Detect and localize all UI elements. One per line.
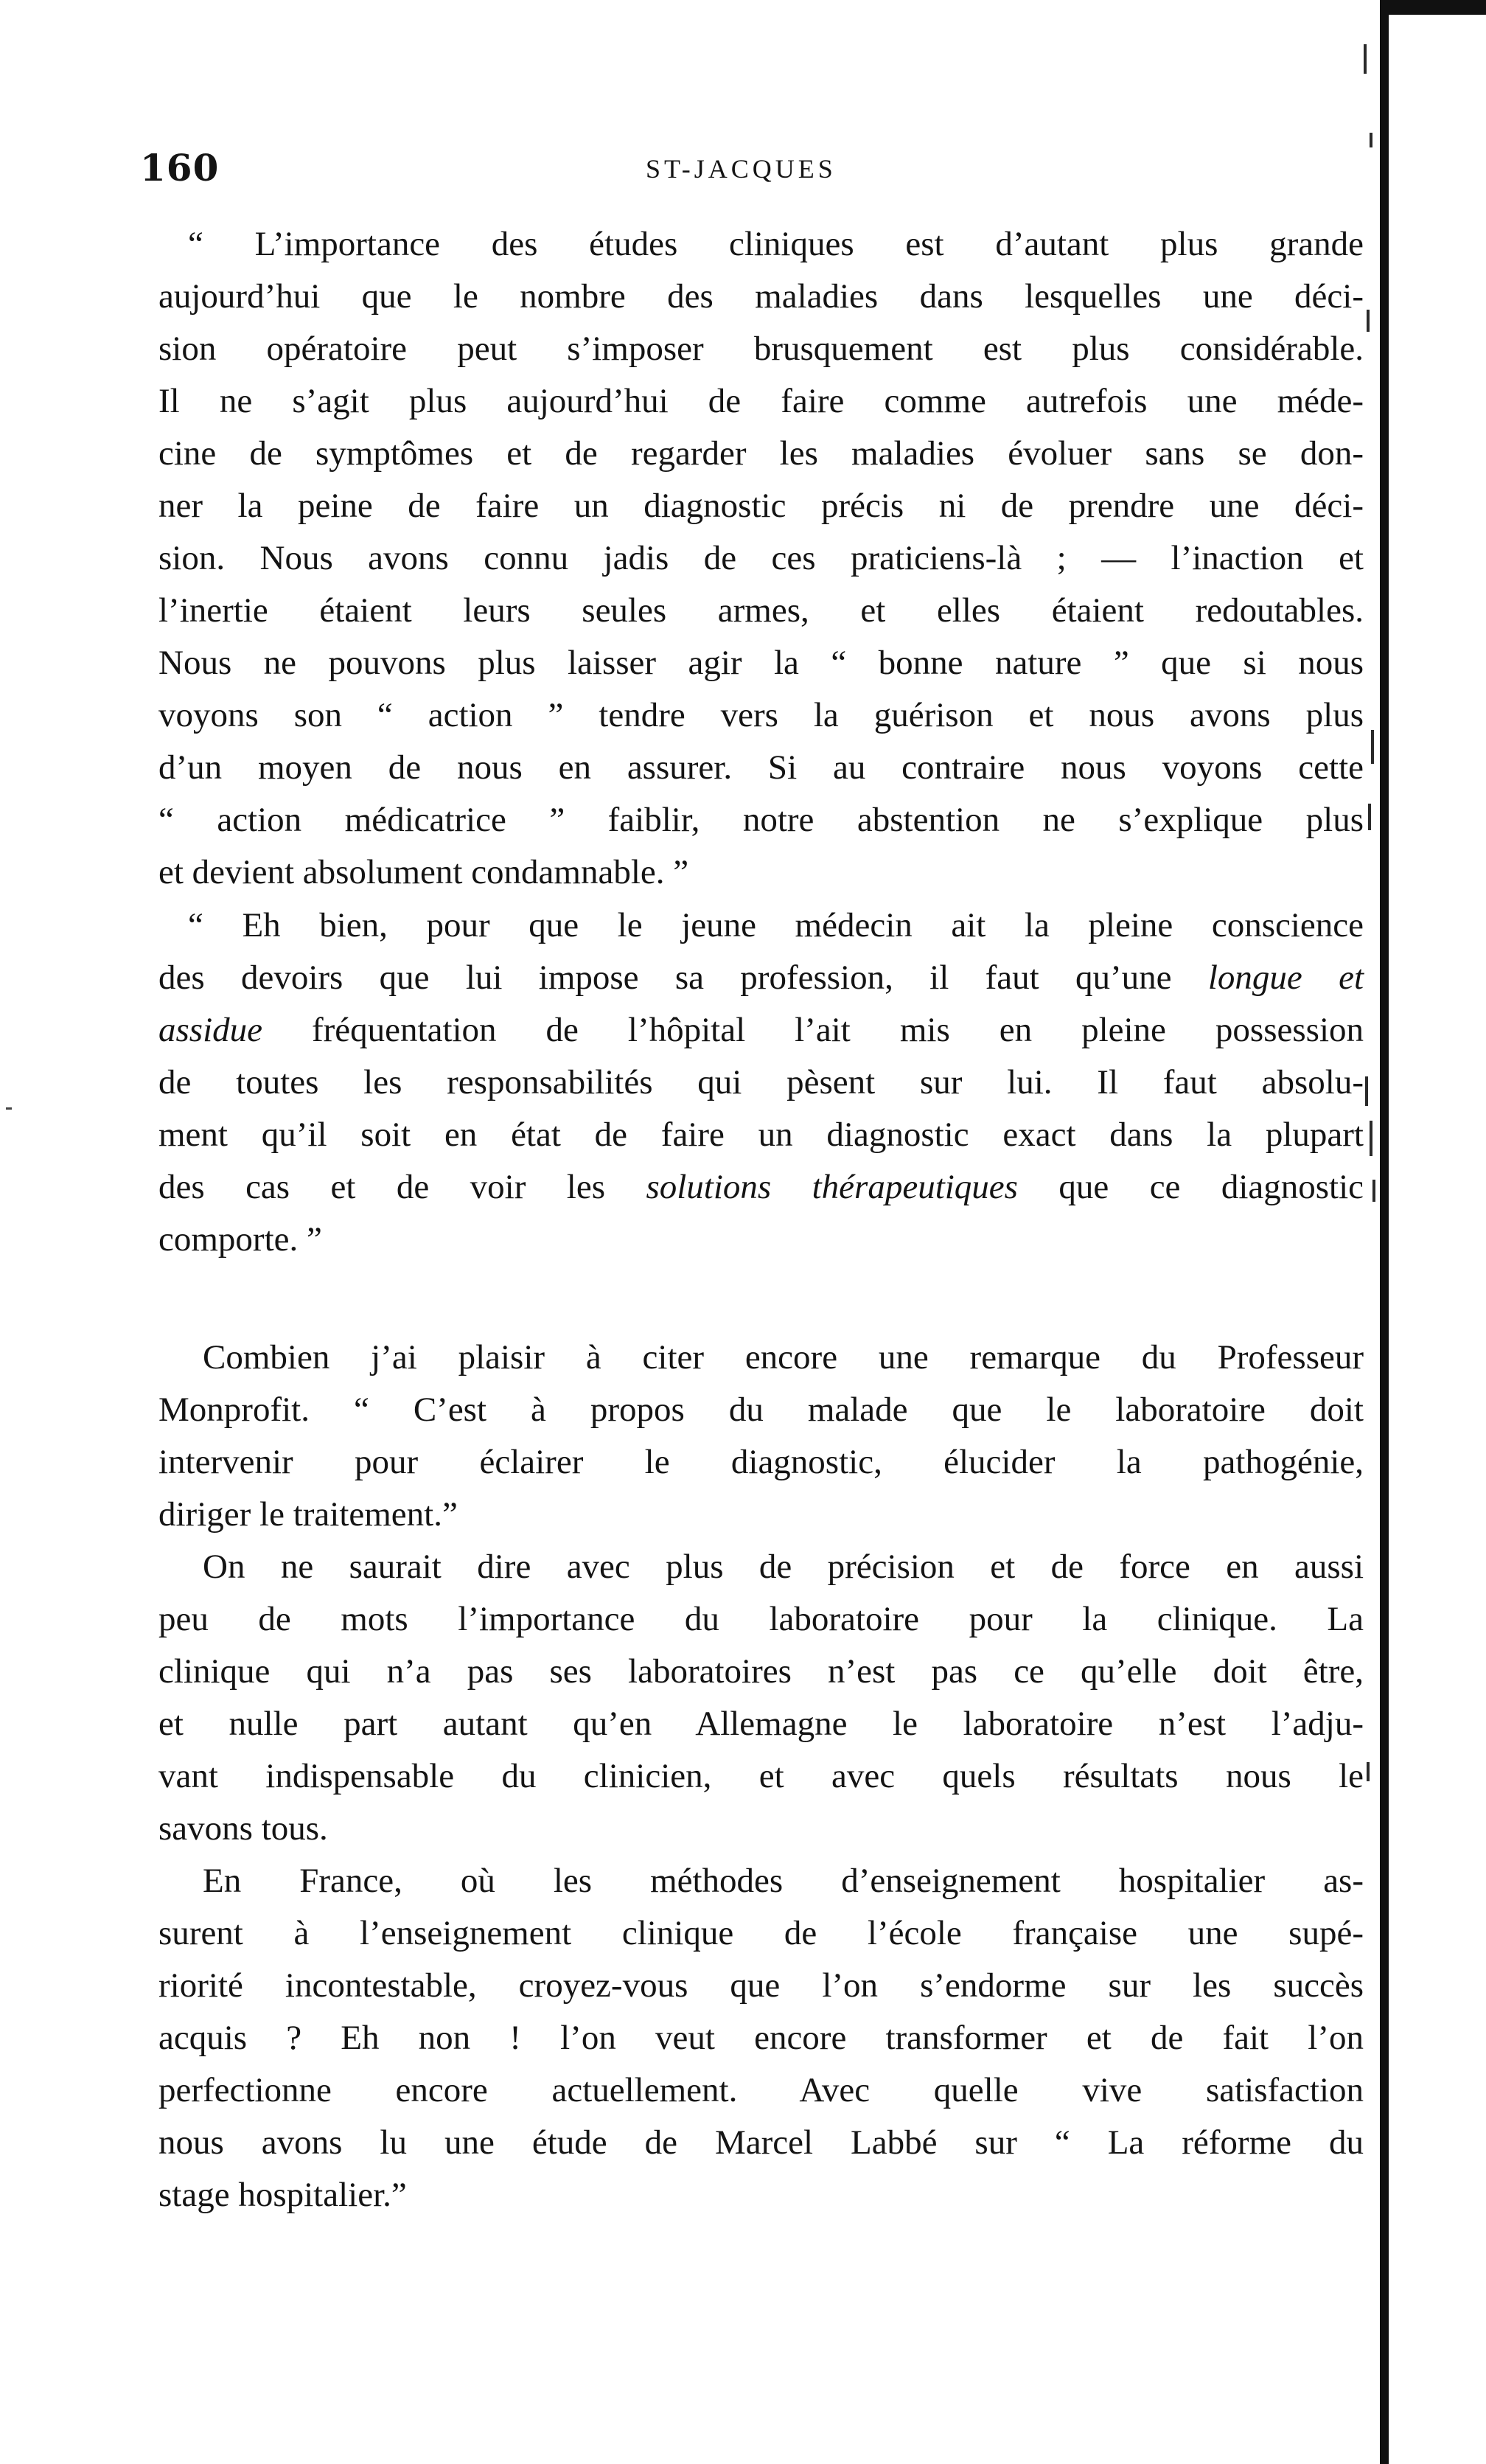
text-line: vant indispensable du clinicien, et avec quels résultats nous le — [158, 1757, 1364, 1795]
text-line: voyons son “ action ” tendre vers la guérison et nous avons plus — [158, 696, 1364, 734]
body-paragraph-3 — [158, 1855, 1364, 2221]
page-number: 160 — [140, 146, 220, 189]
scan-border-right — [1380, 15, 1389, 2464]
text-line: intervenir pour éclairer le diagnostic, élucider la pathogénie, — [158, 1443, 1364, 1481]
text-fragment: des cas et de voir les — [158, 1168, 605, 1206]
text-line: savons tous. — [158, 1809, 328, 1848]
quote-paragraph-1 — [158, 218, 1364, 899]
text-line — [158, 1161, 1364, 1214]
text-line — [158, 1004, 1364, 1057]
text-line: “ Eh bien, pour que le jeune médecin ait la pleine conscience — [188, 906, 1364, 944]
text-line: l’inertie étaient leurs seules armes, et elles étaient redoutables. — [158, 591, 1364, 630]
italic-fragment: assidue — [158, 1011, 262, 1049]
text-line: sion. Nous avons connu jadis de ces praticiens-là ; — l’inaction et — [158, 539, 1364, 577]
text-line: Il ne s’agit plus aujourd’hui de faire comme autrefois une méde- — [158, 382, 1364, 420]
text-line: Monprofit. “ C’est à propos du malade que le laboratoire doit — [158, 1391, 1364, 1429]
scan-speck — [6, 1107, 12, 1110]
italic-fragment: solutions thérapeutiques — [646, 1168, 1018, 1206]
text-line: de toutes les responsabilités qui pèsent sur lui. Il faut absolu- — [158, 1063, 1364, 1102]
text-line: acquis ? Eh non ! l’on veut encore transformer et de fait l’on — [158, 2019, 1364, 2057]
text-fragment: que ce diagnostic — [1058, 1168, 1364, 1206]
text-line: ner la peine de faire un diagnostic précis ni de prendre une déci- — [158, 487, 1364, 525]
text-line: “ L’importance des études cliniques est d’autant plus grande — [188, 225, 1364, 263]
running-title: ST-JACQUES — [646, 154, 837, 184]
italic-fragment: longue et — [1207, 958, 1364, 997]
text-line: comporte. ” — [158, 1220, 322, 1259]
text-line: sion opératoire peut s’imposer brusquement est plus considérable. — [158, 330, 1364, 368]
text-line: ment qu’il soit en état de faire un diagnostic exact dans la plupart — [158, 1116, 1364, 1154]
text-line: En France, où les méthodes d’enseignement hospitalier as- — [203, 1862, 1364, 1900]
text-line: riorité incontestable, croyez-vous que l’on s’endorme sur les succès — [158, 1966, 1364, 2005]
text-line: stage hospitalier.” — [158, 2176, 407, 2214]
text-line — [158, 952, 1364, 1004]
text-line: d’un moyen de nous en assurer. Si au contraire nous voyons cette — [158, 748, 1364, 787]
text-line: nous avons lu une étude de Marcel Labbé sur “ La réforme du — [158, 2123, 1364, 2162]
text-line: et nulle part autant qu’en Allemagne le laboratoire n’est l’adju- — [158, 1705, 1364, 1743]
text-line: Combien j’ai plaisir à citer encore une remarque du Professeur — [203, 1338, 1364, 1377]
page-header — [140, 146, 1349, 198]
text-line: perfectionne encore actuellement. Avec quelle vive satisfaction — [158, 2071, 1364, 2109]
text-line: cine de symptômes et de regarder les maladies évoluer sans se don- — [158, 434, 1364, 473]
quote-paragraph-2 — [158, 899, 1364, 1266]
text-line: On ne saurait dire avec plus de précision et de force en aussi — [203, 1548, 1364, 1586]
text-line: diriger le traitement.” — [158, 1495, 458, 1534]
text-line: Nous ne pouvons plus laisser agir la “ bonne nature ” que si nous — [158, 644, 1364, 682]
body-paragraph-1 — [158, 1332, 1364, 1541]
text-line: surent à l’enseignement clinique de l’école française une supé- — [158, 1914, 1364, 1952]
text-line: clinique qui n’a pas ses laboratoires n’est pas ce qu’elle doit être, — [158, 1652, 1364, 1691]
scan-border-top — [1380, 0, 1486, 15]
text-line: “ action médicatrice ” faiblir, notre abstention ne s’explique plus — [158, 801, 1364, 839]
text-fragment: fréquentation de l’hôpital l’ait mis en pleine possession — [312, 1011, 1364, 1049]
text-line: aujourd’hui que le nombre des maladies dans lesquelles une déci- — [158, 277, 1364, 316]
text-line: et devient absolument condamnable. ” — [158, 853, 689, 891]
text-line: peu de mots l’importance du laboratoire pour la clinique. La — [158, 1600, 1364, 1638]
text-fragment: des devoirs que lui impose sa profession, il faut qu’une — [158, 958, 1172, 997]
body-paragraph-2 — [158, 1541, 1364, 1855]
